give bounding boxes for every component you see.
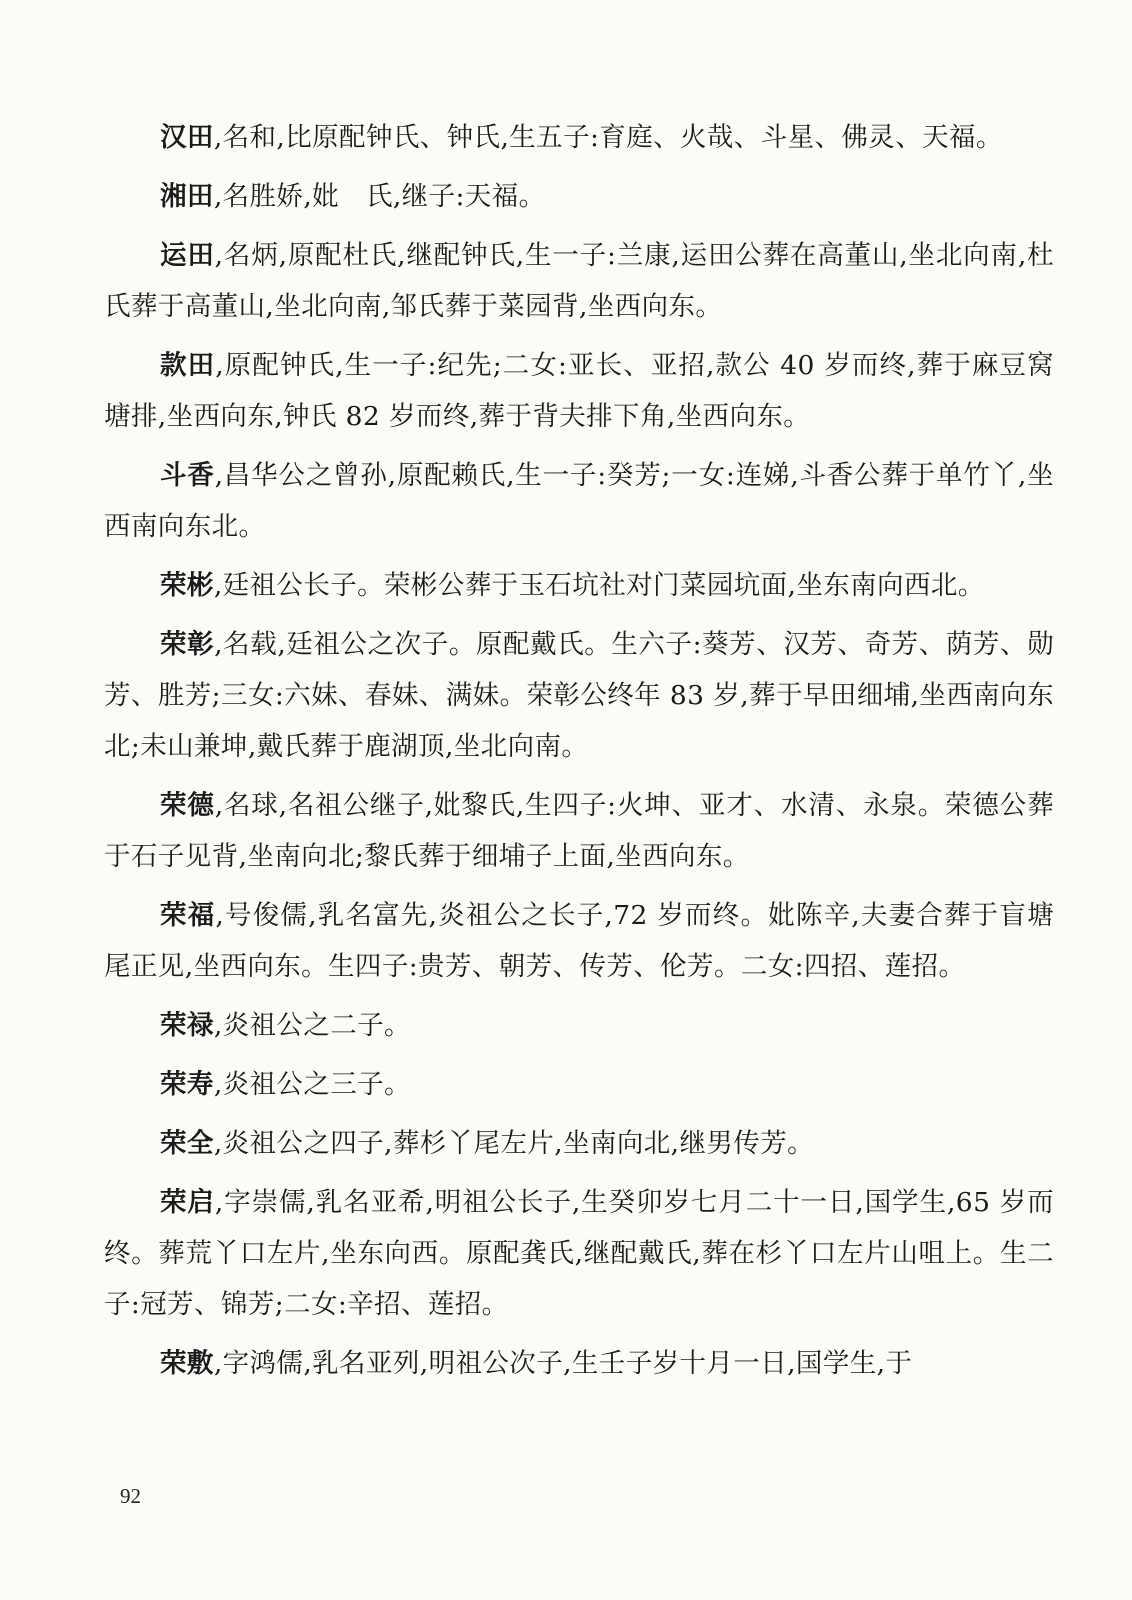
- entry-rongshou: [104, 1059, 1054, 1110]
- entry-text: ,名炳,原配杜氏,继配钟氏,生一子:兰康,运田公葬在高董山,坐北向南,杜氏葬于高董山,坐北向南,邹氏葬于菜园背,坐西向东。: [104, 240, 1054, 322]
- entry-text: ,名载,廷祖公之次子。原配戴氏。生六子:葵芳、汉芳、奇芳、荫芳、勋芳、胜芳;三女:六妹、春妹、满妹。荣彰公终年 83 岁,葬于早田细埔,坐西南向东北;未山兼坤,戴氏葬于鹿湖顶,坐北向南。: [104, 629, 1054, 762]
- entry-text: ,炎祖公之四子,葬杉丫尾左片,坐南向北,继男传芳。: [213, 1128, 815, 1159]
- entry-text: ,名胜娇,妣 氏,继子:天福。: [213, 181, 546, 212]
- entry-name: 运田: [160, 240, 215, 271]
- entry-rongfu: [104, 890, 1054, 992]
- entry-kuantian: [104, 340, 1054, 442]
- entry-text: ,昌华公之曾孙,原配赖氏,生一子:癸芳;一女:连娣,斗香公葬于单竹丫,坐西南向东北。: [104, 460, 1054, 542]
- entry-xiangtian: [104, 171, 1054, 222]
- entry-name: 荣福: [160, 900, 216, 931]
- entry-name: 荣禄: [160, 1010, 214, 1041]
- entry-rongquan: [104, 1118, 1054, 1169]
- entry-text: ,号俊儒,乳名富先,炎祖公之长子,72 岁而终。妣陈辛,夫妻合葬于盲塘尾正见,坐西向东。生四子:贵芳、朝芳、传芳、伦芳。二女:四招、莲招。: [104, 900, 1054, 982]
- entry-text: ,字崇儒,乳名亚希,明祖公长子,生癸卯岁七月二十一日,国学生,65 岁而终。葬荒丫口左片,坐东向西。原配龚氏,继配戴氏,葬在杉丫口左片山咀上。生二子:冠芳、锦芳;二女:辛招、莲招。: [104, 1187, 1054, 1320]
- entry-name: 汉田: [160, 122, 214, 153]
- entry-ronglu: [104, 1000, 1054, 1051]
- page-number: 92: [120, 1484, 141, 1508]
- entry-hantian: [104, 112, 1054, 163]
- entry-text: ,名和,比原配钟氏、钟氏,生五子:育庭、火哉、斗星、佛灵、天福。: [213, 122, 1003, 153]
- entry-name: 荣彰: [160, 629, 215, 660]
- entry-text: ,炎祖公之二子。: [213, 1010, 411, 1041]
- entry-name: 荣敷: [160, 1348, 214, 1379]
- entry-name: 湘田: [160, 181, 214, 212]
- entry-text: ,名球,名祖公继子,妣黎氏,生四子:火坤、亚才、水清、永泉。荣德公葬于石子见背,坐南向北;黎氏葬于细埔子上面,坐西向东。: [104, 790, 1054, 872]
- entry-yuntian: [104, 230, 1054, 332]
- entry-text: ,廷祖公长子。荣彬公葬于玉石坑社对门菜园坑面,坐东南向西北。: [213, 570, 985, 601]
- entry-text: ,原配钟氏,生一子:纪先;二女:亚长、亚招,款公 40 岁而终,葬于麻豆窝塘排,坐西向东,钟氏 82 岁而终,葬于背夫排下角,坐西向东。: [104, 350, 1054, 432]
- entry-rongde: [104, 780, 1054, 882]
- entry-text: ,字鸿儒,乳名亚列,明祖公次子,生壬子岁十月一日,国学生,于: [213, 1348, 913, 1379]
- entry-name: 荣德: [160, 790, 215, 821]
- entry-text: ,炎祖公之三子。: [213, 1069, 411, 1100]
- entry-name: 荣启: [160, 1187, 215, 1218]
- genealogy-text: [104, 112, 1054, 1397]
- entry-name: 款田: [160, 350, 216, 381]
- entry-douxiang: [104, 450, 1054, 552]
- entry-name: 荣全: [160, 1128, 214, 1159]
- entry-rongzhang: [104, 619, 1054, 772]
- entry-rongfu-2: [104, 1338, 1054, 1389]
- entry-name: 荣寿: [160, 1069, 214, 1100]
- entry-rongqi: [104, 1177, 1054, 1330]
- entry-name: 荣彬: [160, 570, 214, 601]
- entry-rongbin: [104, 560, 1054, 611]
- entry-name: 斗香: [160, 460, 215, 491]
